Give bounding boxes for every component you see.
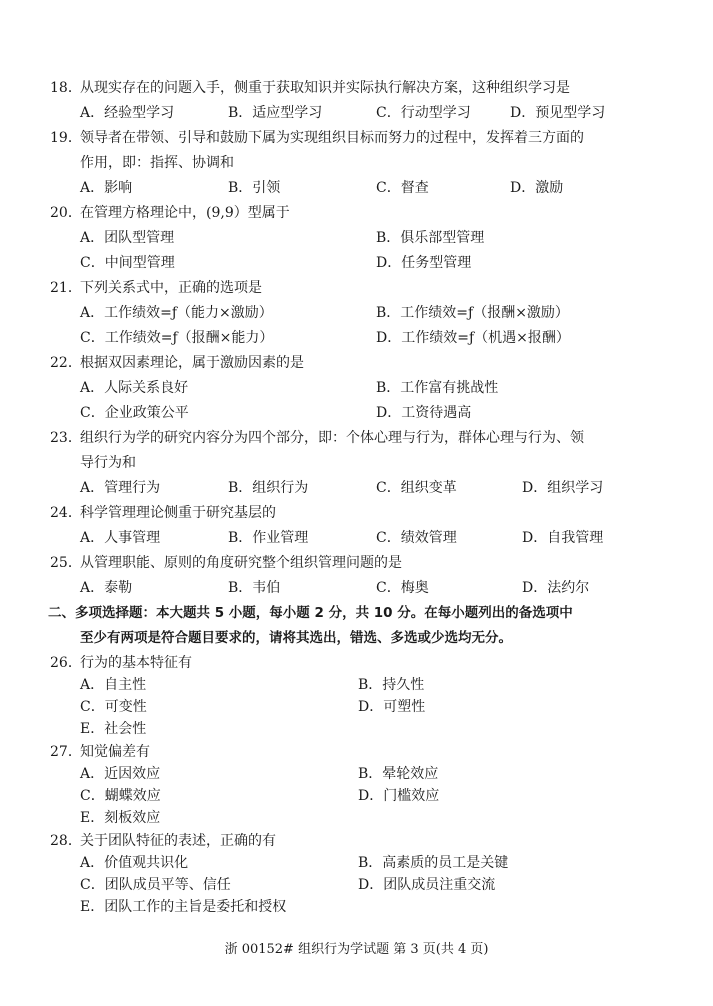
option-d: D．可塑性	[358, 699, 426, 715]
question-number: 26．	[50, 655, 82, 671]
question-19	[50, 129, 584, 147]
option-a: A．影响	[80, 180, 133, 196]
option-e: E．社会性	[80, 721, 147, 737]
question-28	[50, 832, 276, 850]
option-b: B．工作富有挑战性	[376, 380, 499, 396]
question-26	[50, 654, 192, 672]
option-d: D．自我管理	[522, 530, 604, 546]
question-text: 下列关系式中，正确的选项是	[80, 280, 262, 296]
option-c: C．督查	[376, 180, 429, 196]
option-c: C．绩效管理	[376, 530, 457, 546]
option-a: A．人际关系良好	[80, 380, 189, 396]
question-number: 22．	[50, 355, 82, 371]
question-text: 组织行为学的研究内容分为四个部分，即：个体心理与行为，群体心理与行为、领	[80, 430, 584, 446]
question-continuation: 作用，即：指挥、协调和	[80, 155, 234, 171]
question-text: 在管理方格理论中，(9,9）型属于	[80, 205, 290, 221]
question-number: 25．	[50, 555, 82, 571]
option-d: D．团队成员注重交流	[358, 877, 496, 893]
question-22	[50, 354, 304, 372]
option-a: A．近因效应	[80, 766, 161, 782]
option-e: E．刻板效应	[80, 810, 161, 826]
option-a: A．价值观共识化	[80, 855, 189, 871]
question-text: 领导者在带领、引导和鼓励下属为实现组织目标而努力的过程中，发挥着三方面的	[80, 130, 584, 146]
question-number: 20．	[50, 205, 82, 221]
option-d: D．法约尔	[522, 580, 590, 596]
option-a: A．工作绩效=ƒ（能力×激励）	[80, 305, 273, 321]
option-b: B．高素质的员工是关键	[358, 855, 509, 871]
option-c: C．中间型管理	[80, 255, 175, 271]
question-number: 27．	[50, 744, 82, 760]
option-a: A．团队型管理	[80, 230, 175, 246]
option-b: B．组织行为	[228, 480, 309, 496]
question-continuation: 导行为和	[80, 455, 136, 471]
option-d: D．任务型管理	[376, 255, 472, 271]
option-a: A．泰勒	[80, 580, 133, 596]
question-number: 19．	[50, 130, 82, 146]
section-heading-continuation: 至少有两项是符合题目要求的，请将其选出，错选、多选或少选均无分。	[80, 630, 512, 646]
option-d: D．预见型学习	[510, 105, 606, 121]
option-b: B．工作绩效=ƒ（报酬×激励）	[376, 305, 569, 321]
question-20	[50, 204, 290, 222]
option-e: E．团队工作的主旨是委托和授权	[80, 899, 287, 915]
question-number: 23．	[50, 430, 82, 446]
option-d: D．工资待遇高	[376, 405, 472, 421]
question-24	[50, 504, 276, 522]
question-text: 行为的基本特征有	[80, 655, 192, 671]
option-a: A．自主性	[80, 677, 147, 693]
question-text: 知觉偏差有	[80, 744, 150, 760]
option-a: A．人事管理	[80, 530, 161, 546]
option-b: B．晕轮效应	[358, 766, 439, 782]
option-b: B．俱乐部型管理	[376, 230, 485, 246]
option-b: B．适应型学习	[228, 105, 323, 121]
option-c: C．行动型学习	[376, 105, 471, 121]
question-text: 从管理职能、原则的角度研究整个组织管理问题的是	[80, 555, 402, 571]
question-number: 21．	[50, 280, 82, 296]
section-heading: 二、多项选择题：本大题共 5 小题，每小题 2 分，共 10 分。在每小题列出的备选项中	[48, 605, 573, 621]
question-number: 28．	[50, 833, 82, 849]
question-text: 科学管理理论侧重于研究基层的	[80, 505, 276, 521]
option-c: C．组织变革	[376, 480, 457, 496]
question-25	[50, 554, 402, 572]
option-c: C．企业政策公平	[80, 405, 189, 421]
question-number: 18．	[50, 80, 82, 96]
option-b: B．持久性	[358, 677, 425, 693]
option-b: B．作业管理	[228, 530, 309, 546]
option-c: C．可变性	[80, 699, 147, 715]
option-b: B．韦伯	[228, 580, 281, 596]
question-text: 根据双因素理论，属于激励因素的是	[80, 355, 304, 371]
option-c: C．工作绩效=ƒ（报酬×能力）	[80, 330, 274, 346]
question-text: 关于团队特征的表述，正确的有	[80, 833, 276, 849]
option-c: C．梅奥	[376, 580, 429, 596]
option-a: A．经验型学习	[80, 105, 175, 121]
question-21	[50, 279, 262, 297]
option-c: C．蝴蝶效应	[80, 788, 161, 804]
option-c: C．团队成员平等、信任	[80, 877, 231, 893]
option-a: A．管理行为	[80, 480, 161, 496]
option-d: D．工作绩效=ƒ（机遇×报酬）	[376, 330, 570, 346]
page-footer: 浙 00152# 组织行为学试题 第 3 页(共 4 页)	[224, 942, 489, 957]
question-18	[50, 79, 570, 97]
question-23	[50, 429, 584, 447]
option-d: D．门槛效应	[358, 788, 440, 804]
question-number: 24．	[50, 505, 82, 521]
question-27	[50, 743, 150, 761]
question-text: 从现实存在的问题入手，侧重于获取知识并实际执行解决方案，这种组织学习是	[80, 80, 570, 96]
option-d: D．组织学习	[522, 480, 604, 496]
option-b: B．引领	[228, 180, 281, 196]
option-d: D．激励	[510, 180, 564, 196]
